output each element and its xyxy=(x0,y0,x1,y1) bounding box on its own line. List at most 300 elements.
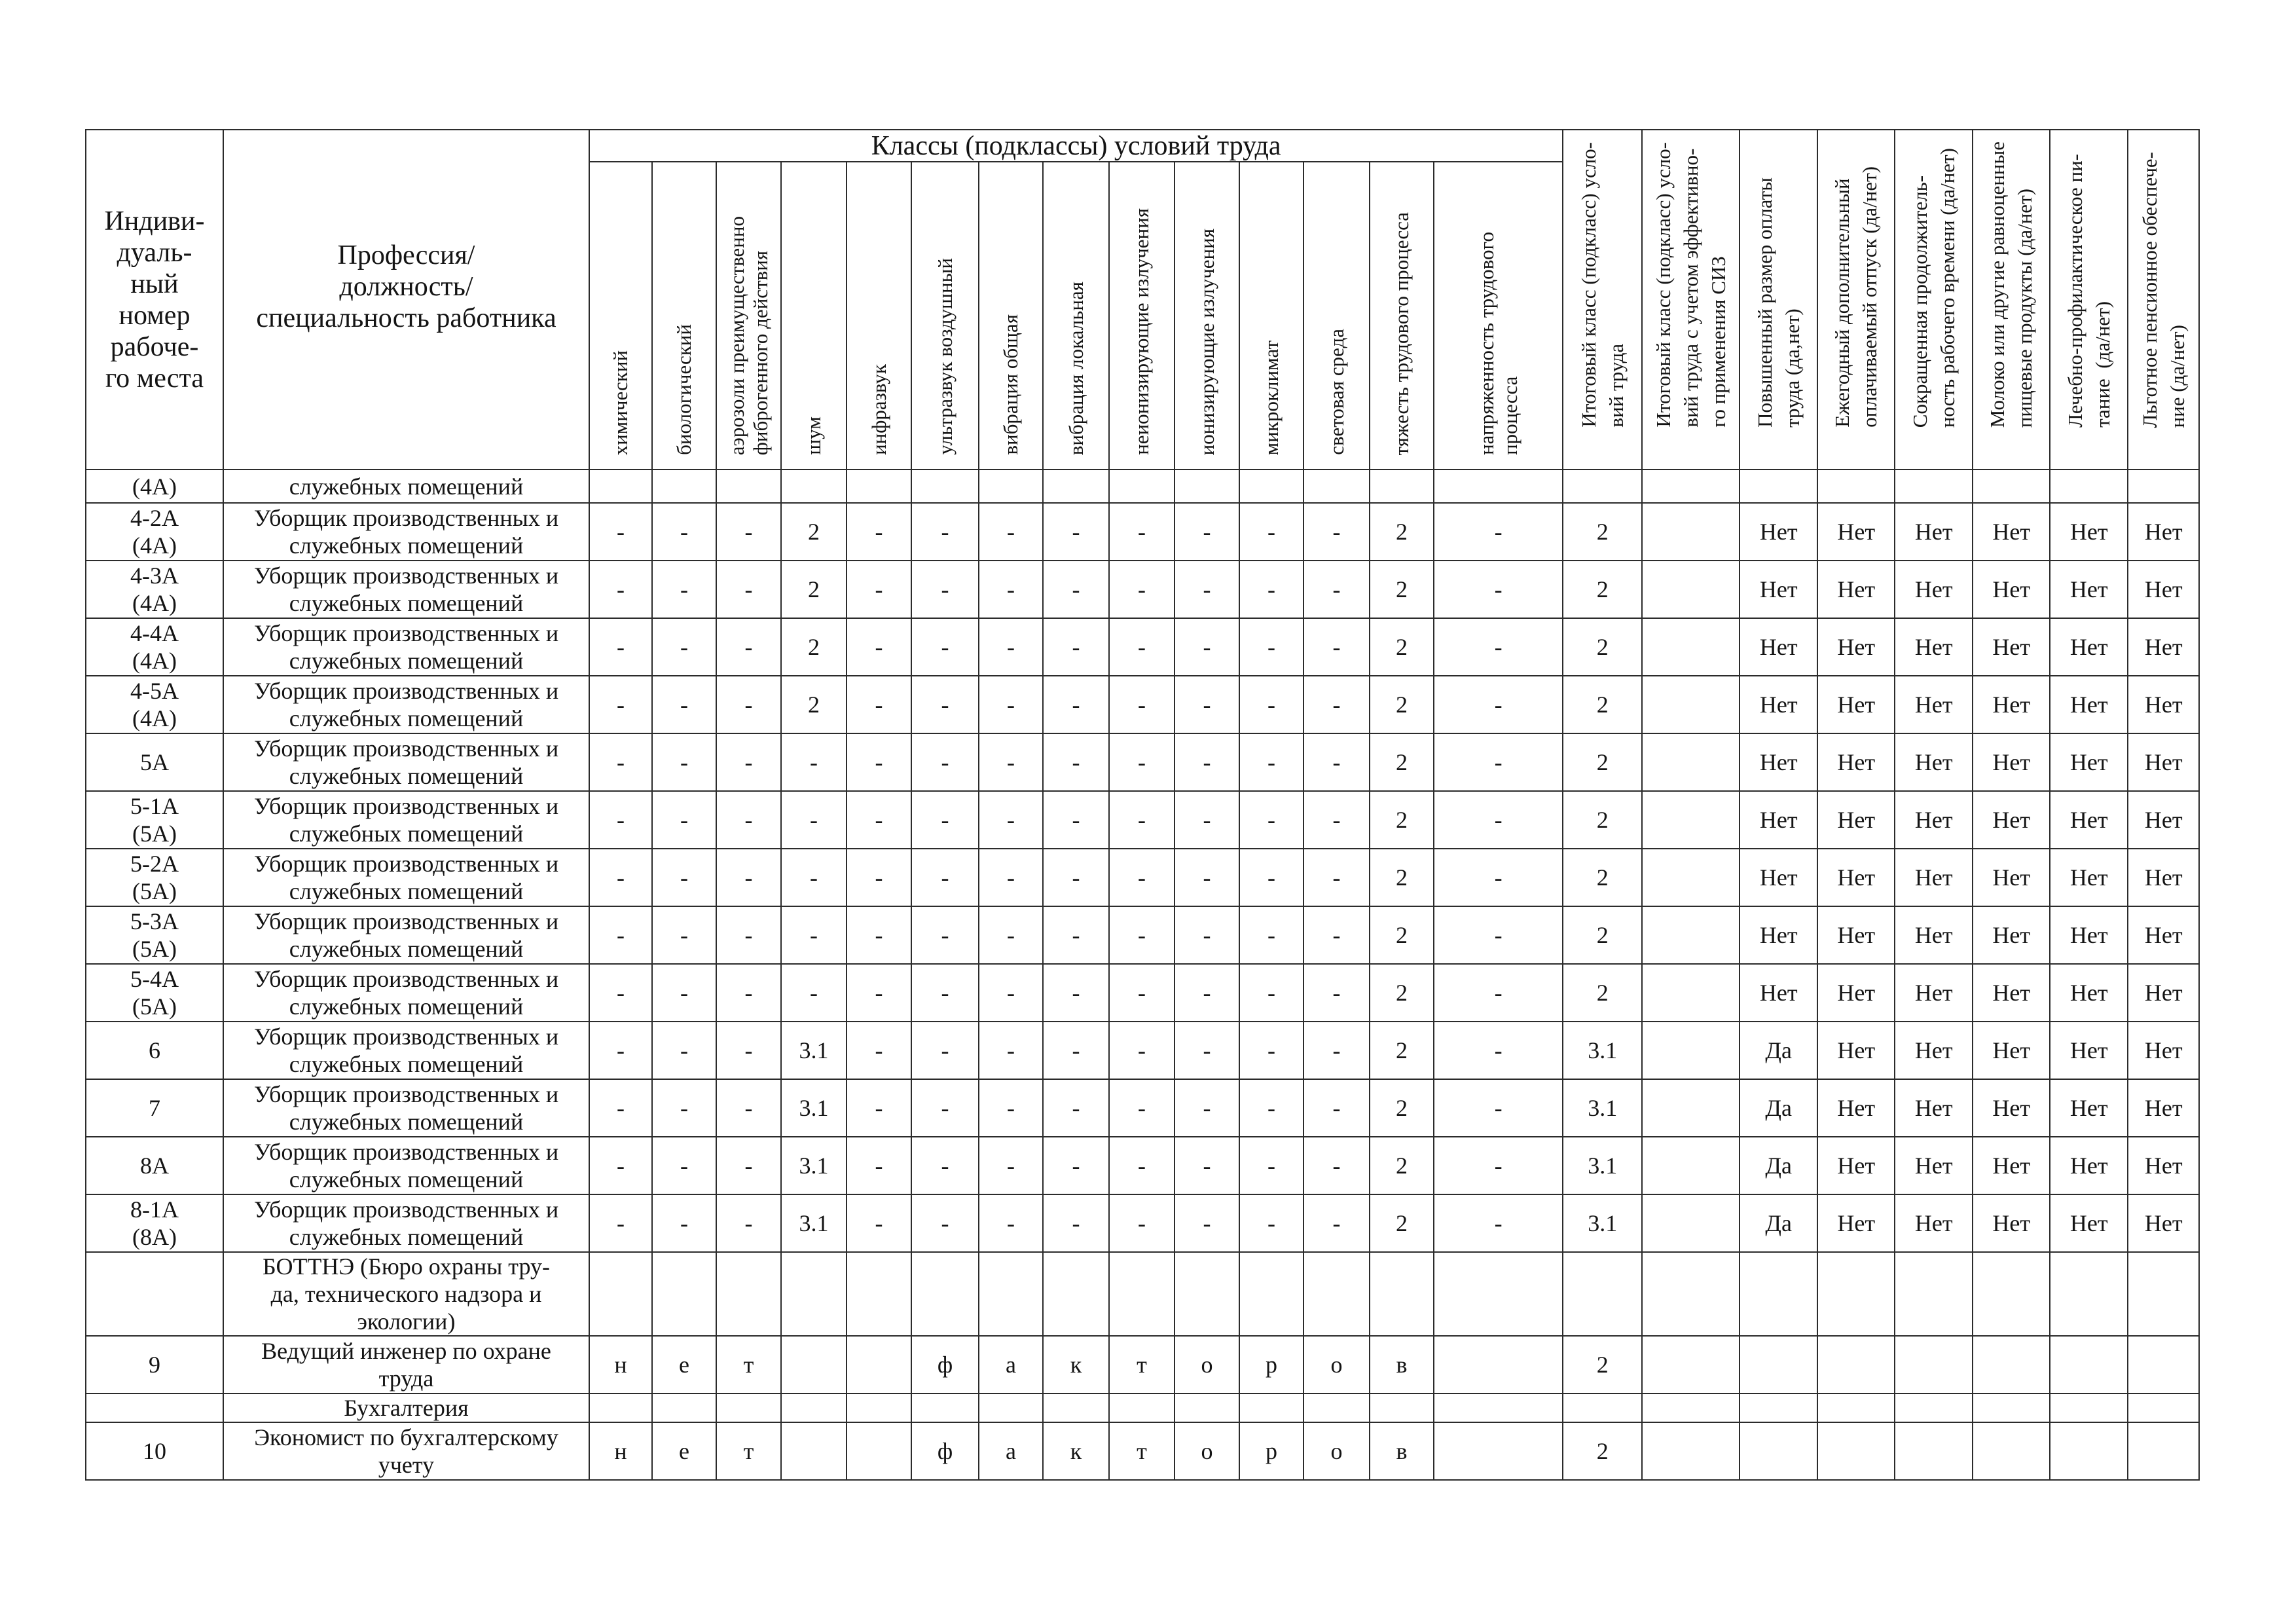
factor-labor-severity-cell xyxy=(1370,1393,1434,1422)
final-class-cell: 2 xyxy=(1563,503,1642,561)
factor-chemical-cell: - xyxy=(589,1194,652,1252)
factor-lighting-cell: - xyxy=(1303,1137,1370,1194)
factor-lighting-cell: - xyxy=(1303,1079,1370,1137)
header-reduced-hours: Сокращенная продолжитель- ность рабочего времени (да/нет) xyxy=(1908,147,1959,428)
factor-lighting-cell: о xyxy=(1303,1336,1370,1393)
header-noise: шум xyxy=(802,416,825,455)
factor-biological-cell xyxy=(652,470,716,503)
factor-labor-intensity-cell: - xyxy=(1434,618,1563,676)
factor-labor-severity-cell xyxy=(1370,1252,1434,1336)
factor-noise-cell xyxy=(781,470,847,503)
factor-non-ionizing-cell: - xyxy=(1109,561,1175,618)
guarantee-extra-leave-cell: Нет xyxy=(1817,906,1895,964)
final-class-siz-cell xyxy=(1642,964,1740,1022)
final-class-cell: 2 xyxy=(1563,849,1642,906)
guarantee-milk-cell: Нет xyxy=(1973,618,2050,676)
factor-biological-cell: е xyxy=(652,1336,716,1393)
guarantee-extra-leave-cell: Нет xyxy=(1817,561,1895,618)
final-class-siz-cell xyxy=(1642,1422,1740,1480)
factor-lighting-cell xyxy=(1303,470,1370,503)
guarantee-extra-leave-cell: Нет xyxy=(1817,676,1895,733)
factor-microclimate-cell xyxy=(1239,470,1303,503)
section-title: БОТТНЭ (Бюро охраны тру- да, технического надзора и экологии) xyxy=(223,1252,589,1336)
factor-labor-severity-cell: 2 xyxy=(1370,791,1434,849)
factor-lighting-cell: - xyxy=(1303,503,1370,561)
guarantee-early-pension-cell: Нет xyxy=(2128,1079,2199,1137)
guarantee-therapeutic-nutrition-cell xyxy=(2050,1393,2128,1422)
factor-non-ionizing-cell xyxy=(1109,1393,1175,1422)
factor-lighting-cell: - xyxy=(1303,618,1370,676)
factor-ultrasound-cell xyxy=(911,1252,979,1336)
factor-aerosols-cell: - xyxy=(716,1022,781,1079)
guarantee-milk-cell: Нет xyxy=(1973,1194,2050,1252)
factor-labor-severity-cell: 2 xyxy=(1370,561,1434,618)
factor-chemical-cell: - xyxy=(589,618,652,676)
final-class-siz-cell xyxy=(1642,1336,1740,1393)
factor-biological-cell: - xyxy=(652,503,716,561)
factor-aerosols-cell: - xyxy=(716,733,781,791)
factor-vibration-local-cell: - xyxy=(1043,618,1109,676)
guarantee-early-pension-cell xyxy=(2128,1252,2199,1336)
table-row xyxy=(86,1194,2199,1252)
table-row xyxy=(86,906,2199,964)
factor-lighting-cell xyxy=(1303,1393,1370,1422)
factor-ultrasound-cell: - xyxy=(911,791,979,849)
factor-chemical-cell: н xyxy=(589,1422,652,1480)
final-class-cell: 3.1 xyxy=(1563,1022,1642,1079)
factor-aerosols-cell: - xyxy=(716,1079,781,1137)
header-text-wrap xyxy=(1304,163,1369,468)
header-labor-severity: тяжесть трудового процесса xyxy=(1390,212,1413,455)
factor-labor-severity-cell: 2 xyxy=(1370,964,1434,1022)
factor-labor-intensity-cell xyxy=(1434,470,1563,503)
profession-cell: Уборщик производственных и служебных помещений xyxy=(223,733,589,791)
factor-biological-cell: е xyxy=(652,1422,716,1480)
guarantee-early-pension-cell xyxy=(2128,1393,2199,1422)
header-vibration-general: вибрация общая xyxy=(999,314,1022,455)
factor-aerosols-cell: - xyxy=(716,906,781,964)
guarantee-milk-cell xyxy=(1973,1336,2050,1393)
header-microclimate: микроклимат xyxy=(1260,340,1283,455)
factor-lighting-cell: - xyxy=(1303,791,1370,849)
factor-non-ionizing-cell: т xyxy=(1109,1336,1175,1393)
factor-biological-cell: - xyxy=(652,1079,716,1137)
factor-non-ionizing-cell: т xyxy=(1109,1422,1175,1480)
factor-labor-severity-cell: 2 xyxy=(1370,1022,1434,1079)
header-text-wrap xyxy=(1044,163,1108,468)
factor-labor-intensity-cell: - xyxy=(1434,1137,1563,1194)
factor-ionizing-cell: о xyxy=(1175,1336,1239,1393)
factor-vibration-local-cell: - xyxy=(1043,733,1109,791)
factor-noise-cell: - xyxy=(781,791,847,849)
final-class-siz-cell xyxy=(1642,676,1740,733)
guarantee-reduced-hours-cell xyxy=(1895,1336,1973,1393)
factor-chemical-cell: - xyxy=(589,964,652,1022)
factor-infrasound-cell: - xyxy=(847,849,911,906)
factor-labor-intensity-cell: - xyxy=(1434,906,1563,964)
guarantee-therapeutic-nutrition-cell: Нет xyxy=(2050,676,2128,733)
final-class-siz-cell xyxy=(1642,791,1740,849)
guarantee-increased-pay-cell: Да xyxy=(1740,1022,1817,1079)
factor-biological-cell: - xyxy=(652,906,716,964)
factor-labor-severity-cell: 2 xyxy=(1370,733,1434,791)
factor-vibration-general-cell: - xyxy=(979,849,1043,906)
factor-aerosols-cell: - xyxy=(716,676,781,733)
factor-biological-cell: - xyxy=(652,849,716,906)
factor-chemical-cell: - xyxy=(589,1137,652,1194)
guarantee-reduced-hours-cell: Нет xyxy=(1895,964,1973,1022)
factor-ultrasound-cell: - xyxy=(911,1022,979,1079)
table-row xyxy=(86,618,2199,676)
guarantee-therapeutic-nutrition-cell: Нет xyxy=(2050,503,2128,561)
section-row xyxy=(86,1252,2199,1336)
guarantee-early-pension-cell: Нет xyxy=(2128,618,2199,676)
guarantee-milk-cell xyxy=(1973,1252,2050,1336)
factor-biological-cell: - xyxy=(652,791,716,849)
factor-vibration-general-cell xyxy=(979,1252,1043,1336)
factor-labor-severity-cell: 2 xyxy=(1370,503,1434,561)
header-text-wrap xyxy=(2128,131,2198,468)
factor-labor-intensity-cell: - xyxy=(1434,503,1563,561)
table-row xyxy=(86,1022,2199,1079)
header-text-wrap xyxy=(1175,163,1239,468)
workplace-number-cell: 5А xyxy=(86,733,223,791)
header-text-wrap xyxy=(1370,163,1433,468)
factor-vibration-general-cell: - xyxy=(979,906,1043,964)
table-row xyxy=(86,676,2199,733)
factor-microclimate-cell: - xyxy=(1239,906,1303,964)
guarantee-therapeutic-nutrition-cell: Нет xyxy=(2050,964,2128,1022)
factor-labor-intensity-cell: - xyxy=(1434,676,1563,733)
guarantee-increased-pay-cell: Нет xyxy=(1740,676,1817,733)
header-text-wrap xyxy=(847,163,911,468)
factor-microclimate-cell: - xyxy=(1239,1137,1303,1194)
workplace-number-cell: 7 xyxy=(86,1079,223,1137)
guarantee-extra-leave-cell: Нет xyxy=(1817,1022,1895,1079)
guarantee-therapeutic-nutrition-cell: Нет xyxy=(2050,1079,2128,1137)
factor-labor-severity-cell: 2 xyxy=(1370,849,1434,906)
guarantee-increased-pay-cell: Нет xyxy=(1740,733,1817,791)
profession-cell: Уборщик производственных и служебных помещений xyxy=(223,1022,589,1079)
workplace-number-cell: 4-2А (4А) xyxy=(86,503,223,561)
guarantee-early-pension-cell: Нет xyxy=(2128,964,2199,1022)
header-infrasound: инфразвук xyxy=(867,364,890,455)
factor-noise-cell: - xyxy=(781,906,847,964)
header-labor-intensity: напряженность трудового процесса xyxy=(1474,232,1522,455)
guarantee-increased-pay-cell: Да xyxy=(1740,1137,1817,1194)
factor-biological-cell xyxy=(652,1393,716,1422)
factor-noise-cell: 3.1 xyxy=(781,1137,847,1194)
guarantee-reduced-hours-cell: Нет xyxy=(1895,1137,1973,1194)
factor-vibration-general-cell: - xyxy=(979,791,1043,849)
table-row xyxy=(86,470,2199,503)
factor-noise-cell xyxy=(781,1252,847,1336)
factor-vibration-general-cell: - xyxy=(979,964,1043,1022)
final-class-cell: 2 xyxy=(1563,733,1642,791)
factor-ionizing-cell: - xyxy=(1175,676,1239,733)
factor-microclimate-cell: - xyxy=(1239,1079,1303,1137)
header-workplace-number: Индиви- дуаль- ный номер рабоче- го места xyxy=(86,130,223,470)
header-text-wrap xyxy=(912,163,978,468)
workplace-number-cell: 5-2А (5А) xyxy=(86,849,223,906)
header-noise-cell xyxy=(781,162,847,470)
factor-lighting-cell: - xyxy=(1303,906,1370,964)
header-text-wrap xyxy=(1110,163,1174,468)
factor-ionizing-cell: - xyxy=(1175,618,1239,676)
header-milk: Молоко или другие равноценные пищевые продукты (да/нет) xyxy=(1986,141,2037,428)
factor-vibration-local-cell: к xyxy=(1043,1336,1109,1393)
final-class-cell: 2 xyxy=(1563,1336,1642,1393)
final-class-cell: 3.1 xyxy=(1563,1079,1642,1137)
factor-non-ionizing-cell: - xyxy=(1109,849,1175,906)
factor-labor-severity-cell: 2 xyxy=(1370,618,1434,676)
factor-chemical-cell: - xyxy=(589,791,652,849)
final-class-cell: 3.1 xyxy=(1563,1137,1642,1194)
factor-biological-cell: - xyxy=(652,1194,716,1252)
factor-ionizing-cell xyxy=(1175,1252,1239,1336)
workplace-number-cell: 4-4А (4А) xyxy=(86,618,223,676)
guarantee-milk-cell: Нет xyxy=(1973,849,2050,906)
factor-aerosols-cell: - xyxy=(716,791,781,849)
header-text-wrap xyxy=(717,163,780,468)
factor-infrasound-cell: - xyxy=(847,618,911,676)
factor-microclimate-cell: - xyxy=(1239,618,1303,676)
factor-infrasound-cell: - xyxy=(847,503,911,561)
table-row xyxy=(86,1422,2199,1480)
header-text-wrap xyxy=(1240,163,1303,468)
header-microclimate-cell xyxy=(1239,162,1303,470)
factor-aerosols-cell xyxy=(716,1252,781,1336)
factor-ionizing-cell: о xyxy=(1175,1422,1239,1480)
factor-infrasound-cell xyxy=(847,470,911,503)
final-class-cell xyxy=(1563,1252,1642,1336)
guarantee-increased-pay-cell xyxy=(1740,1422,1817,1480)
factor-aerosols-cell: - xyxy=(716,849,781,906)
guarantee-increased-pay-cell: Нет xyxy=(1740,849,1817,906)
factor-microclimate-cell: - xyxy=(1239,964,1303,1022)
factor-microclimate-cell: р xyxy=(1239,1422,1303,1480)
factor-biological-cell: - xyxy=(652,676,716,733)
factor-labor-severity-cell: 2 xyxy=(1370,906,1434,964)
factor-biological-cell: - xyxy=(652,964,716,1022)
guarantee-early-pension-cell: Нет xyxy=(2128,676,2199,733)
table-row xyxy=(86,1336,2199,1393)
factor-infrasound-cell: - xyxy=(847,1022,911,1079)
guarantee-milk-cell: Нет xyxy=(1973,1079,2050,1137)
factor-ionizing-cell: - xyxy=(1175,791,1239,849)
header-early-pension: Льготное пенсионное обеспече- ние (да/нет) xyxy=(2138,151,2189,428)
factor-microclimate-cell xyxy=(1239,1393,1303,1422)
factor-labor-intensity-cell: - xyxy=(1434,733,1563,791)
header-ionizing-cell xyxy=(1175,162,1239,470)
factor-labor-severity-cell: в xyxy=(1370,1422,1434,1480)
guarantee-early-pension-cell: Нет xyxy=(2128,849,2199,906)
factor-lighting-cell: - xyxy=(1303,733,1370,791)
header-non-ionizing: неионизирующие излучения xyxy=(1130,208,1153,455)
factor-ionizing-cell: - xyxy=(1175,733,1239,791)
factor-microclimate-cell: - xyxy=(1239,849,1303,906)
guarantee-milk-cell: Нет xyxy=(1973,733,2050,791)
guarantee-therapeutic-nutrition-cell: Нет xyxy=(2050,618,2128,676)
factor-non-ionizing-cell: - xyxy=(1109,791,1175,849)
header-therapeutic-nutrition: Лечебно-профилактическое пи- тание (да/нет) xyxy=(2063,154,2114,428)
guarantee-therapeutic-nutrition-cell: Нет xyxy=(2050,849,2128,906)
factor-non-ionizing-cell: - xyxy=(1109,964,1175,1022)
guarantee-therapeutic-nutrition-cell: Нет xyxy=(2050,561,2128,618)
final-class-siz-cell xyxy=(1642,618,1740,676)
factor-infrasound-cell xyxy=(847,1393,911,1422)
guarantee-extra-leave-cell xyxy=(1817,1422,1895,1480)
factor-biological-cell: - xyxy=(652,618,716,676)
factor-aerosols-cell xyxy=(716,470,781,503)
guarantee-increased-pay-cell: Да xyxy=(1740,1079,1817,1137)
factor-chemical-cell: - xyxy=(589,1022,652,1079)
guarantee-milk-cell xyxy=(1973,1422,2050,1480)
factor-lighting-cell xyxy=(1303,1252,1370,1336)
guarantee-extra-leave-cell xyxy=(1817,1393,1895,1422)
guarantee-reduced-hours-cell: Нет xyxy=(1895,906,1973,964)
factor-non-ionizing-cell xyxy=(1109,470,1175,503)
factor-microclimate-cell: - xyxy=(1239,561,1303,618)
factor-infrasound-cell: - xyxy=(847,733,911,791)
final-class-cell xyxy=(1563,470,1642,503)
guarantee-reduced-hours-cell xyxy=(1895,1252,1973,1336)
profession-cell: Уборщик производственных и служебных помещений xyxy=(223,849,589,906)
table-row xyxy=(86,1137,2199,1194)
factor-vibration-general-cell: - xyxy=(979,618,1043,676)
final-class-siz-cell xyxy=(1642,733,1740,791)
workplace-number-cell: 4-5А (4А) xyxy=(86,676,223,733)
factor-noise-cell xyxy=(781,1393,847,1422)
factor-non-ionizing-cell: - xyxy=(1109,1079,1175,1137)
header-text-wrap xyxy=(1740,131,1817,468)
factor-infrasound-cell: - xyxy=(847,1137,911,1194)
factor-ultrasound-cell: ф xyxy=(911,1422,979,1480)
factor-noise-cell: - xyxy=(781,733,847,791)
guarantee-milk-cell: Нет xyxy=(1973,964,2050,1022)
factor-microclimate-cell: - xyxy=(1239,1022,1303,1079)
guarantee-therapeutic-nutrition-cell: Нет xyxy=(2050,1194,2128,1252)
header-non-ionizing-cell xyxy=(1109,162,1175,470)
factor-microclimate-cell xyxy=(1239,1252,1303,1336)
factor-infrasound-cell xyxy=(847,1422,911,1480)
final-class-siz-cell xyxy=(1642,561,1740,618)
final-class-cell: 2 xyxy=(1563,1422,1642,1480)
factor-chemical-cell xyxy=(589,470,652,503)
factor-chemical-cell: - xyxy=(589,561,652,618)
factor-labor-intensity-cell: - xyxy=(1434,561,1563,618)
factor-chemical-cell: - xyxy=(589,1079,652,1137)
profession-cell: Ведущий инженер по охране труда xyxy=(223,1336,589,1393)
guarantee-increased-pay-cell xyxy=(1740,1336,1817,1393)
factor-noise-cell: 3.1 xyxy=(781,1079,847,1137)
factor-microclimate-cell: - xyxy=(1239,791,1303,849)
factor-vibration-general-cell: а xyxy=(979,1336,1043,1393)
guarantee-milk-cell xyxy=(1973,470,2050,503)
profession-cell: Уборщик производственных и служебных помещений xyxy=(223,676,589,733)
guarantee-extra-leave-cell xyxy=(1817,1336,1895,1393)
factor-ultrasound-cell: - xyxy=(911,1137,979,1194)
factor-vibration-local-cell xyxy=(1043,1252,1109,1336)
factor-lighting-cell: - xyxy=(1303,676,1370,733)
table-row xyxy=(86,733,2199,791)
factor-ultrasound-cell: - xyxy=(911,503,979,561)
factor-ionizing-cell: - xyxy=(1175,849,1239,906)
factor-ionizing-cell: - xyxy=(1175,1079,1239,1137)
factor-ionizing-cell: - xyxy=(1175,906,1239,964)
workplace-number-cell: 4-3А (4А) xyxy=(86,561,223,618)
factor-vibration-local-cell: к xyxy=(1043,1422,1109,1480)
section-title: Бухгалтерия xyxy=(223,1393,589,1422)
factor-aerosols-cell: т xyxy=(716,1336,781,1393)
factor-non-ionizing-cell: - xyxy=(1109,1022,1175,1079)
factor-ultrasound-cell: - xyxy=(911,618,979,676)
final-class-siz-cell xyxy=(1642,906,1740,964)
factor-ionizing-cell: - xyxy=(1175,503,1239,561)
guarantee-reduced-hours-cell: Нет xyxy=(1895,618,1973,676)
table-row xyxy=(86,503,2199,561)
factor-noise-cell: 2 xyxy=(781,676,847,733)
guarantee-milk-cell: Нет xyxy=(1973,906,2050,964)
factor-infrasound-cell: - xyxy=(847,1194,911,1252)
header-text-wrap xyxy=(653,163,716,468)
final-class-siz-cell xyxy=(1642,1022,1740,1079)
factor-vibration-local-cell: - xyxy=(1043,676,1109,733)
header-labor-severity-cell xyxy=(1370,162,1434,470)
factor-biological-cell: - xyxy=(652,1137,716,1194)
guarantee-milk-cell: Нет xyxy=(1973,1022,2050,1079)
guarantee-extra-leave-cell: Нет xyxy=(1817,964,1895,1022)
header-text-wrap xyxy=(782,163,846,468)
header-chemical-cell xyxy=(589,162,652,470)
factor-noise-cell xyxy=(781,1336,847,1393)
header-text-wrap xyxy=(590,163,651,468)
factor-labor-intensity-cell xyxy=(1434,1422,1563,1480)
factor-ionizing-cell xyxy=(1175,1393,1239,1422)
guarantee-milk-cell xyxy=(1973,1393,2050,1422)
factor-infrasound-cell: - xyxy=(847,676,911,733)
guarantee-increased-pay-cell xyxy=(1740,1252,1817,1336)
guarantee-increased-pay-cell: Нет xyxy=(1740,561,1817,618)
header-early-pension-cell xyxy=(2128,130,2199,470)
workplace-number-cell: 9 xyxy=(86,1336,223,1393)
factor-noise-cell xyxy=(781,1422,847,1480)
table-row xyxy=(86,849,2199,906)
factor-chemical-cell: - xyxy=(589,906,652,964)
guarantee-milk-cell: Нет xyxy=(1973,503,2050,561)
factor-non-ionizing-cell: - xyxy=(1109,1137,1175,1194)
guarantee-early-pension-cell: Нет xyxy=(2128,503,2199,561)
guarantee-reduced-hours-cell: Нет xyxy=(1895,1194,1973,1252)
guarantee-early-pension-cell: Нет xyxy=(2128,1194,2199,1252)
final-class-cell: 2 xyxy=(1563,906,1642,964)
guarantee-therapeutic-nutrition-cell: Нет xyxy=(2050,733,2128,791)
factor-ionizing-cell: - xyxy=(1175,1194,1239,1252)
factor-noise-cell: 3.1 xyxy=(781,1194,847,1252)
factor-vibration-local-cell xyxy=(1043,470,1109,503)
final-class-cell: 2 xyxy=(1563,964,1642,1022)
table-header xyxy=(86,130,2199,470)
factor-vibration-local-cell: - xyxy=(1043,1137,1109,1194)
factor-microclimate-cell: - xyxy=(1239,733,1303,791)
factor-chemical-cell: - xyxy=(589,733,652,791)
guarantee-therapeutic-nutrition-cell xyxy=(2050,470,2128,503)
factor-infrasound-cell: - xyxy=(847,964,911,1022)
factor-vibration-local-cell: - xyxy=(1043,791,1109,849)
header-text-wrap xyxy=(1434,163,1562,468)
factor-chemical-cell: - xyxy=(589,676,652,733)
factor-biological-cell: - xyxy=(652,561,716,618)
